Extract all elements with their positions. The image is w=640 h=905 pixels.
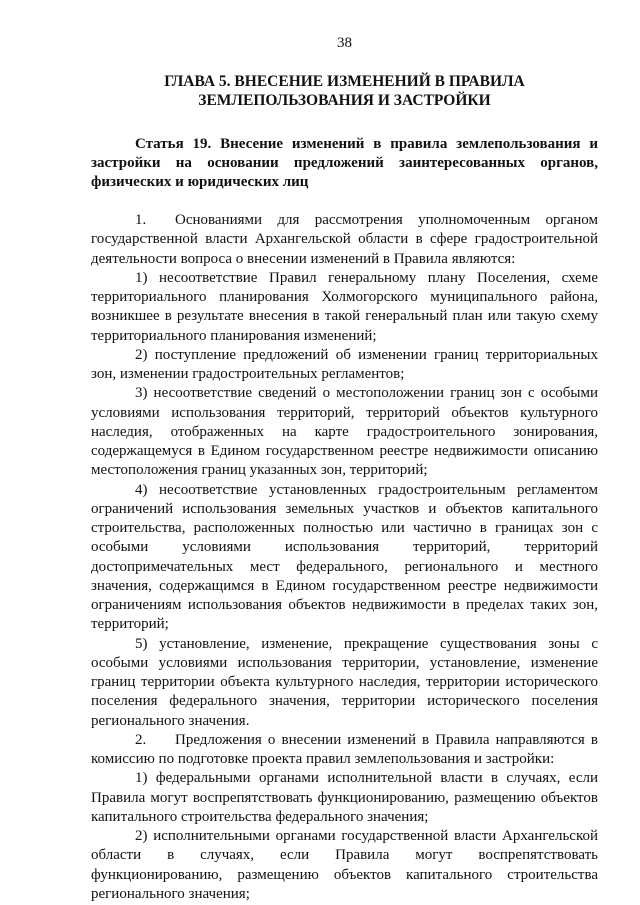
chapter-title [91, 72, 598, 110]
paragraph-text: 1) федеральными органами исполнительной власти в случаях, если Правила могут воспрепятствовать функционированию, размещению объектов капитального строительства федерального значения; [91, 770, 598, 825]
paragraph-text: Предложения о внесении изменений в Правила направляются в комиссию по подготовке проекта правил землепользования и застройки: [91, 731, 598, 767]
paragraph-text: Основаниями для рассмотрения уполномоченным органом государственной власти Архангельской области в сфере градостроительной деятельности вопроса о внесении изменений в Правила являются: [91, 212, 598, 267]
paragraph [91, 346, 598, 385]
paragraph [91, 635, 598, 731]
document-page [91, 34, 598, 904]
paragraph [91, 481, 598, 635]
paragraph [91, 827, 598, 904]
article-body [91, 211, 598, 904]
chapter-title-line-2: ЗЕМЛЕПОЛЬЗОВАНИЯ И ЗАСТРОЙКИ [198, 92, 491, 109]
paragraph [91, 769, 598, 827]
paragraph-text: 4) несоответствие установленных градостроительным регламентом ограничений использования земельных участков и объектов капитального строительства, расположенных полностью или частично в границах зон с особыми условиями использования территорий, территорий достопримечательных мест федерального, регионального и местного значения, содержащимся в Едином государственном реестре недвижимости ограничениям использования объектов недвижимости в пределах таких зон, территорий; [91, 481, 598, 633]
paragraph-number: 2. [135, 731, 147, 748]
paragraph-text: 5) установление, изменение, прекращение существования зоны с особыми условиями использования территории, установление, изменение границ территории объекта культурного наследия, территории исторического поселения федерального значения, территории исторического поселения регионального значения. [91, 635, 598, 729]
paragraph [91, 384, 598, 480]
paragraph-text: 1) несоответствие Правил генеральному плану Поселения, схеме территориального планирования Холмогорского муниципального района, возникшее в результате внесения в такой генеральный план или такую схему территориального планирования изменений; [91, 269, 598, 344]
paragraph-text: 2) исполнительными органами государственной власти Архангельской области в случаях, если Правила могут воспрепятствовать функционированию, размещению объектов капитального строительства регионального значения; [91, 828, 598, 902]
paragraph [91, 211, 598, 269]
chapter-title-line-1: ГЛАВА 5. ВНЕСЕНИЕ ИЗМЕНЕНИЙ В ПРАВИЛА [164, 73, 525, 90]
paragraph-text: 2) поступление предложений об изменении границ территориальных зон, изменении градостроительных регламентов; [91, 346, 598, 382]
article-title: Статья 19. Внесение изменений в правила землепользования и застройки на основании предложений заинтересованных органов, физических и юридических лиц [91, 136, 598, 190]
paragraph-text: 3) несоответствие сведений о местоположении границ зон с особыми условиями использования территорий, территорий объектов культурного наследия, отображенных на карте градостроительного зонирования, содержащемуся в Едином государственном реестре недвижимости описанию местоположения границ указанных зон, территорий; [91, 385, 598, 479]
paragraph-number: 1. [135, 212, 147, 228]
page-number: 38 [337, 35, 352, 51]
paragraph [91, 731, 598, 770]
paragraph [91, 269, 598, 346]
